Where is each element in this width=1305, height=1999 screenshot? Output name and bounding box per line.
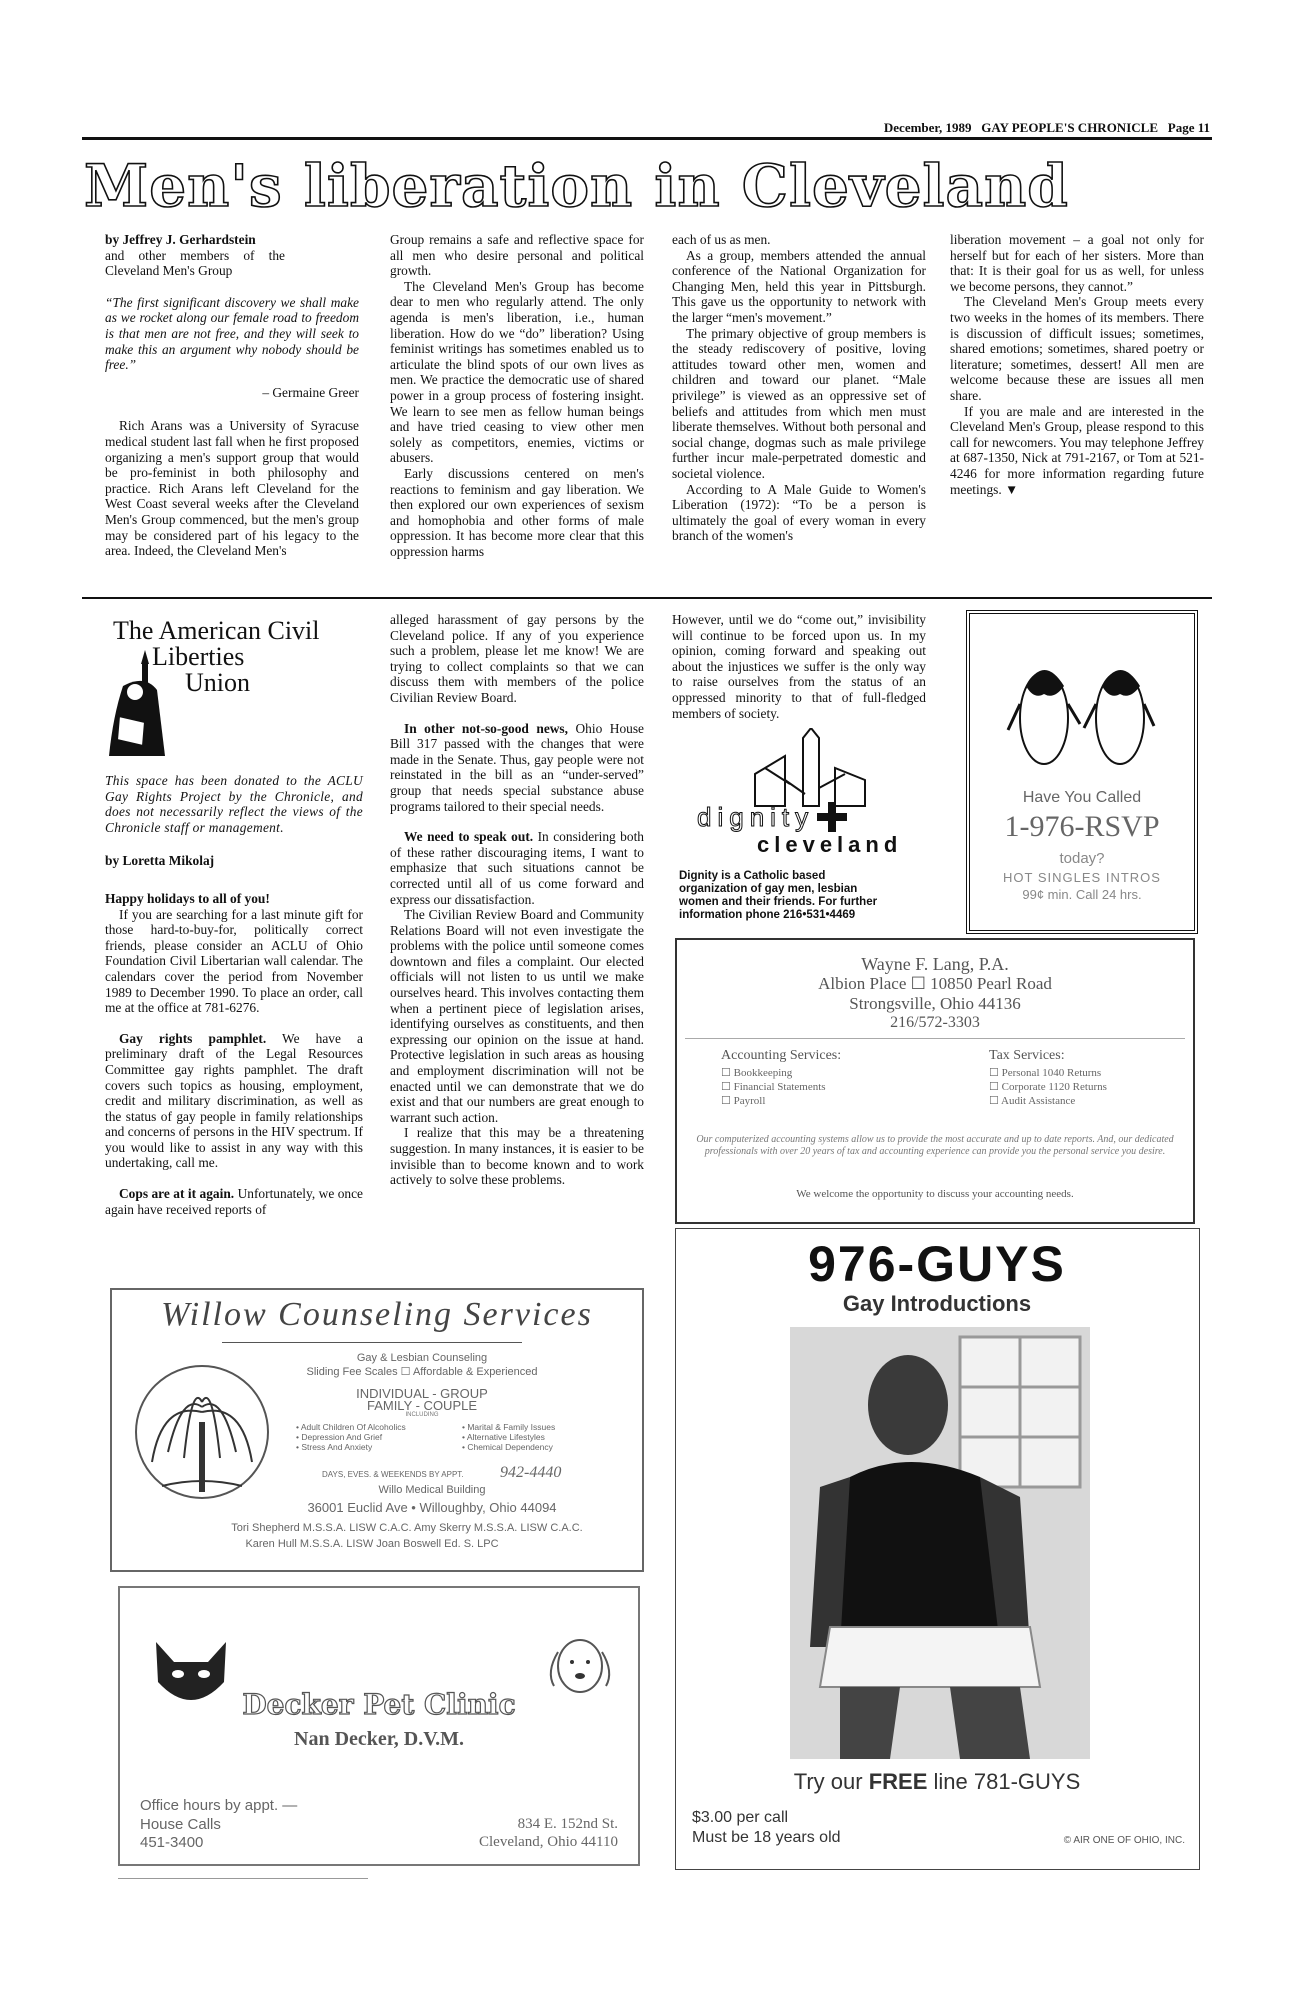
rsvp-line3: today? — [1059, 850, 1105, 867]
willow-tree-icon — [132, 1352, 272, 1512]
statue-of-liberty-icon — [105, 646, 175, 756]
lang-welcome: We welcome the opportunity to discuss your accounting needs. — [796, 1188, 1074, 1200]
clinic-address-1: 834 E. 152nd St. — [517, 1816, 618, 1832]
aclu-paragraph: The Civilian Review Board and Community Relations Board will not even investigate the problems with the police until someone comes downtown and files a complaint. Our elected officials will not listen to us until we make ourselves heard. This involves contacting them when a pertinent piece of legislation arises, identifying ourselves as constituents, and then expressing our opinion on the issue at hand. Protective legislation in such areas as housing and employment discrimination will not be enacted until we can demonstrate that we do exist and that our numbers are great enough to warrant such action. — [390, 907, 644, 1125]
article-paragraph: If you are male and are interested in the Cleveland Men's Group, please respond to this call for newcomers. You may telephone Jeffrey at 687-1350, Nick at 791-2167, or Tom at 521-4246 for more information regarding future meetings. ▼ — [950, 403, 1204, 497]
dignity-caption: Dignity is a Catholic based organization of gay men, lesbian women and their friends. For further information phone 216•531•4469 — [679, 870, 878, 921]
article-paragraph: Group remains a safe and reflective space for all men who desire personal and political growth. — [390, 232, 644, 279]
para-text: Unfortunately, we once again have received reports of — [105, 1186, 363, 1217]
section-rule — [82, 597, 1212, 599]
aclu-col-a — [105, 773, 363, 1217]
rsvp-line5: 99¢ min. Call 24 hrs. — [1022, 887, 1142, 902]
willow-building: Willo Medical Building — [378, 1484, 486, 1496]
paper-name: GAY PEOPLE'S CHRONICLE — [981, 120, 1158, 135]
aclu-paragraph: I realize that this may be a threatening suggestion. In many instances, it is easier to be invisible than to become known and to work actively to solve these problems. — [390, 1125, 644, 1188]
byline: by Jeffrey J. Gerhardstein — [105, 232, 256, 247]
cross-icon — [817, 802, 847, 832]
dignity-city: cleveland — [757, 832, 903, 857]
rsvp-line1: Have You Called — [1022, 789, 1142, 806]
para-lead: We need to speak out. — [404, 829, 534, 845]
lang-address-1: Albion Place ☐ 10850 Pearl Road — [818, 974, 1052, 993]
dignity-ad — [675, 728, 930, 928]
cathedral-icon — [745, 728, 875, 808]
rsvp-number: 1-976-RSVP — [1004, 810, 1160, 843]
willow-hours: DAYS, EVES. & WEEKENDS BY APPT. — [322, 1470, 464, 1479]
lang-address-2: Strongsville, Ohio 44136 — [849, 994, 1021, 1013]
rsvp-ad — [966, 610, 1198, 934]
accounting-item: ☐ Payroll — [721, 1095, 766, 1107]
aclu-logo-line3: Union — [185, 668, 250, 697]
article-paragraph: According to A Male Guide to Women's Liberation (1972): “To be a person is ultimately the goal of every woman in every branch of the women's — [672, 481, 926, 544]
divider — [685, 1038, 1185, 1039]
article-col-3 — [672, 232, 926, 544]
guys-ad — [675, 1228, 1200, 1870]
aclu-byline: by Loretta Mikolaj — [105, 853, 215, 869]
man-photo-icon — [790, 1327, 1090, 1759]
header-rule — [82, 137, 1212, 140]
lang-blurb: Our computerized accounting systems allow us to provide the most accurate and up to date reports. And, our dedicated professionals with over 20 years of tax and accounting experience can provide you the personal service you desire. — [696, 1134, 1174, 1157]
aclu-logo-line2: Liberties — [152, 642, 245, 671]
para-lead: Happy holidays to all of you! — [105, 890, 270, 906]
tax-item: ☐ Personal 1040 Returns — [989, 1067, 1102, 1079]
quote: “The first significant discovery we shall make as we rocket along our female road to freedom is that men are not free, and they will seek to make this an argument why nobody should be free.” — [105, 294, 359, 373]
aclu-logo — [105, 612, 365, 772]
tax-item: ☐ Audit Assistance — [989, 1095, 1076, 1107]
aclu-paragraph: alleged harassment of gay persons by the Cleveland police. If any of you experience such a problem, please let me know! We are trying to collect complaints so that we can discuss them with members of the police Civilian Review Board. — [390, 612, 644, 705]
aclu-paragraph: If you are searching for a last minute gift for those hard-to-buy-for, politically correct friends, please consider an ACLU of Ohio Foundation Civil Libertarian wall calendar. The calendars cover the period from November 1989 to December 1990. To place an order, call me at the office at 781-6276. — [105, 906, 363, 1016]
willow-list-item: • Stress And Anxiety — [296, 1442, 373, 1452]
para-text: Ohio House Bill 317 passed with the changes that were made in the Senate. Thus, gay people were not reinstated in the bill as an “under-served” group that needs special substance abuse programs tailored to their special needs. — [390, 720, 644, 814]
article-paragraph: Rich Arans was a University of Syracuse medical student last fall when he first proposed organizing a men's support group that would be pro-feminist in both philosophy and practice. Rich Arans left Cleveland for the West Coast several weeks after the Cleveland Men's Group commenced, but the men's group may be considered part of his legacy to the area. Indeed, the Cleveland Men's — [105, 418, 359, 559]
page-number: Page 11 — [1167, 120, 1210, 135]
guys-price: $3.00 per call — [692, 1809, 789, 1826]
lang-accounting-ad — [675, 938, 1195, 1224]
decker-pet-clinic-ad — [118, 1586, 640, 1866]
clinic-phone: 451-3400 — [140, 1834, 204, 1851]
willow-types1: INDIVIDUAL - GROUP — [356, 1386, 488, 1401]
free-bold: FREE — [868, 1769, 928, 1794]
aclu-col-c — [672, 612, 926, 721]
willow-types2: FAMILY - COUPLE — [366, 1398, 478, 1413]
article-paragraph: Early discussions centered on men's reactions to feminism and gay liberation. We then explored our own experiences of sexism and homophobia and other forms of male oppression. It has become more clear that this oppression harms — [390, 465, 644, 559]
rsvp-line4: HOT SINGLES INTROS — [1003, 870, 1161, 885]
clinic-name: Decker Pet Clinic — [242, 1688, 516, 1721]
willow-list-item: • Alternative Lifestyles — [462, 1432, 545, 1442]
article-col-2 — [390, 232, 644, 559]
dignity-word: dignity — [697, 802, 815, 832]
issue-date: December, 1989 — [883, 120, 972, 135]
quote-attribution: – Germaine Greer — [262, 384, 359, 400]
aclu-paragraph — [105, 1031, 363, 1171]
willow-title: Willow Counseling Services — [161, 1296, 593, 1333]
page-header — [790, 120, 1210, 136]
byline-sub: and other members of the Cleveland Men's Group — [105, 247, 285, 279]
willow-counseling-ad — [110, 1288, 644, 1572]
headline: Men's liberation in Cleveland — [84, 152, 1069, 220]
para-lead: Cops are at it again. — [119, 1186, 235, 1202]
willow-staff1: Tori Shepherd M.S.S.A. LISW C.A.C. Amy Skerry M.S.S.A. LISW C.A.C. — [231, 1522, 583, 1534]
aclu-paragraph — [390, 721, 644, 815]
willow-address: 36001 Euclid Ave • Willoughby, Ohio 44094 — [307, 1500, 557, 1515]
willow-phone: 942-4440 — [500, 1464, 562, 1481]
penguins-icon — [1002, 634, 1162, 774]
aclu-logo-line1: The American Civil — [113, 616, 320, 645]
willow-list-item: • Adult Children Of Alcoholics — [296, 1422, 406, 1432]
article-paragraph: As a group, members attended the annual conference of the National Organization for Changing Men, held this year in Pittsburgh. This gave us the opportunity to network with the larger “men's movement.” — [672, 247, 926, 325]
article-paragraph: The Cleveland Men's Group has become dear to men who regularly attend. The only agenda is men's liberation, i.e., human liberation. How do we “do” liberation? Using feminist writings has sometimes enabled us to articulate the blind spots of our own lives as men. We practice the democratic use of shared power in a group process of fostering insight. We learn to see men as fellow human beings and have tried ceasing to view other men solely as competitors, enemies, victims or abusers. — [390, 278, 644, 466]
tax-title: Tax Services: — [989, 1048, 1065, 1063]
free-post: line 781-GUYS — [927, 1769, 1081, 1794]
lang-name: Wayne F. Lang, P.A. — [861, 954, 1009, 974]
article-paragraph: each of us as men. — [672, 232, 771, 247]
article-col-4 — [950, 232, 1204, 497]
clinic-address-2: Cleveland, Ohio 44110 — [478, 1834, 618, 1850]
willow-including: INCLUDING — [405, 1412, 439, 1418]
aclu-col-b — [390, 612, 644, 1188]
accounting-item: ☐ Financial Statements — [721, 1081, 826, 1093]
willow-staff2: Karen Hull M.S.S.A. LISW Joan Boswell Ed. S. LPC — [245, 1538, 499, 1550]
aclu-paragraph — [390, 829, 644, 907]
guys-number: 976-GUYS — [808, 1236, 1066, 1292]
divider — [222, 1342, 522, 1343]
tax-item: ☐ Corporate 1120 Returns — [989, 1081, 1107, 1093]
accounting-item: ☐ Bookkeeping — [721, 1067, 793, 1079]
aclu-note: This space has been donated to the ACLU Gay Rights Project by the Chronicle, and does not necessarily reflect the views of the Chronicle staff or management. — [105, 773, 363, 835]
accounting-title: Accounting Services: — [721, 1048, 842, 1063]
article-col-1 — [105, 232, 359, 559]
article-paragraph: The primary objective of group members is the steady rediscovery of positive, loving attitudes toward other men, women and children and toward our planet. “Male privilege” is viewed as an oppressive set of beliefs and attitudes from which men must liberate themselves. Without both personal and social change, dogmas such as male privilege further incur male-perpetrated domestic and societal violence. — [672, 325, 926, 481]
aclu-paragraph — [105, 1186, 363, 1217]
aclu-paragraph: However, until we do “come out,” invisibility will continue to be forced upon us. In my opinion, coming forward and speaking out about the injustices we suffer is the only way to raise ourselves from the status of an oppressed minority to that of full-fledged members of society. — [672, 612, 926, 721]
para-text: We have a preliminary draft of the Legal Resources Committee gay rights pamphlet. The draft covers such topics as housing, employment, credit and military discrimination, as well as the status of gay people in family relationships and concerns of persons in the HIV spectrum. If you would like to assist in any way with this undertaking, call me. — [105, 1030, 363, 1171]
clinic-hours: Office hours by appt. — House Calls — [140, 1797, 298, 1833]
guys-subtitle: Gay Introductions — [842, 1291, 1032, 1316]
article-paragraph: The Cleveland Men's Group meets every two weeks in the homes of its members. There is discussion of difficult issues; sometimes, shared emotions; sometimes, shared poetry or literature; sometimes, dessert! All men are welcome because these are issues all men share. — [950, 294, 1204, 403]
clinic-doctor: Nan Decker, D.V.M. — [294, 1728, 464, 1750]
guys-copyright: © AIR ONE OF OHIO, INC. — [1063, 1835, 1185, 1846]
article-paragraph: liberation movement – a goal not only for herself but for each of her sisters. More than that: It is their goal for us as well, for unless we become persons, they cannot.” — [950, 232, 1204, 294]
willow-list-item: • Chemical Dependency — [462, 1442, 553, 1452]
para-text: In considering both of these rather discouraging items, I want to emphasize that such situations cannot be corrected until all of us come forward and express our dissatisfaction. — [390, 829, 644, 907]
willow-line2: Sliding Fee Scales ☐ Affordable & Experienced — [306, 1366, 538, 1378]
willow-list-item: • Depression And Grief — [296, 1432, 383, 1442]
willow-list-item: • Marital & Family Issues — [462, 1422, 556, 1432]
para-lead: Gay rights pamphlet. — [119, 1030, 267, 1046]
guys-age: Must be 18 years old — [692, 1829, 841, 1846]
free-pre: Try our — [793, 1769, 869, 1794]
footer-rule — [118, 1878, 368, 1879]
lang-phone: 216/572-3303 — [890, 1014, 980, 1031]
guys-free-line — [676, 1769, 1198, 1795]
aclu-paragraph — [105, 891, 363, 907]
guys-photo — [790, 1327, 1090, 1759]
willow-line1: Gay & Lesbian Counseling — [356, 1352, 488, 1364]
para-lead: In other not-so-good news, — [404, 720, 568, 736]
